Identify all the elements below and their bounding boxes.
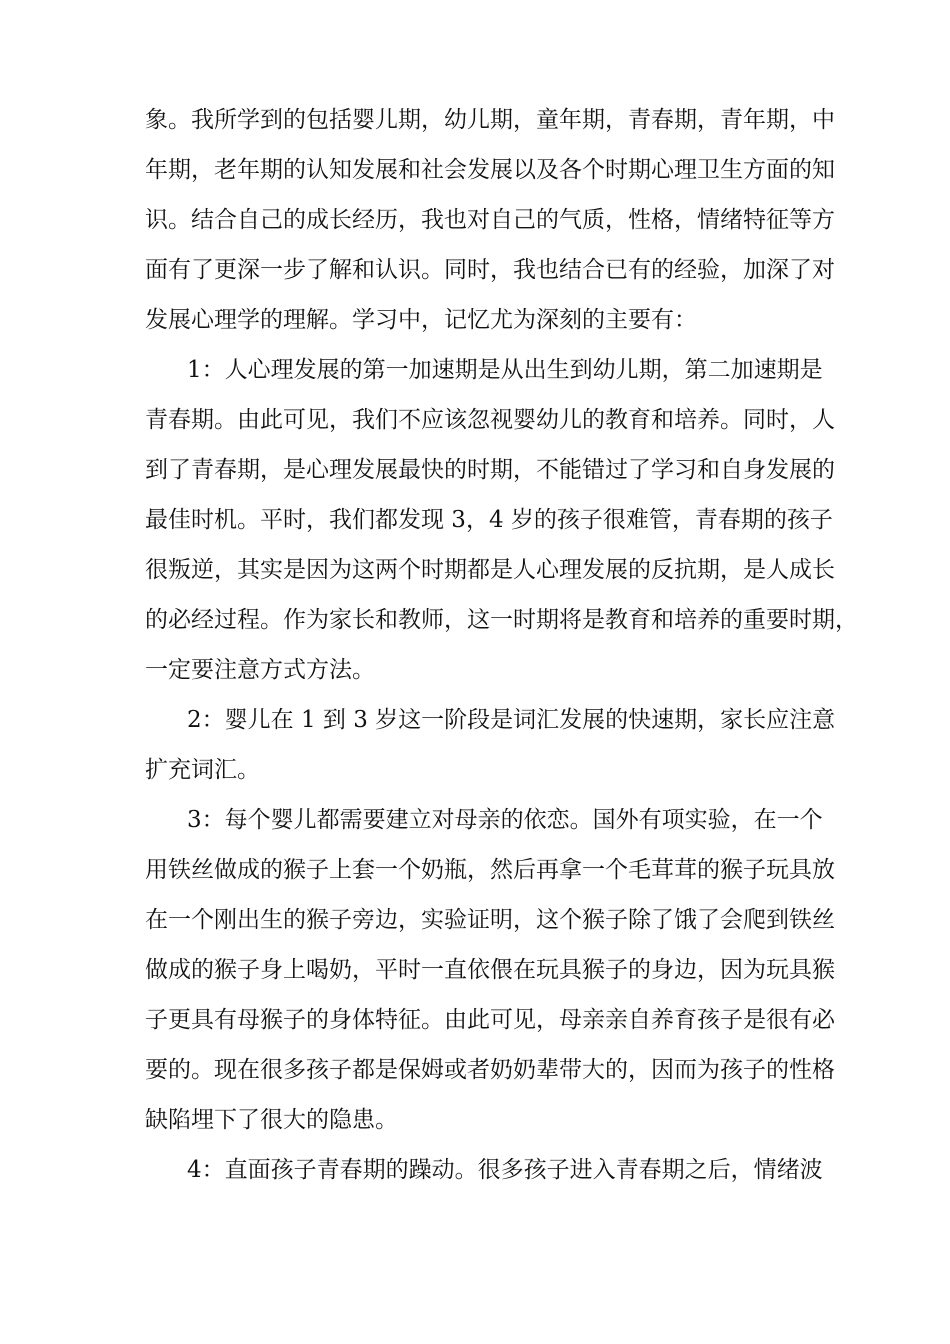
paragraph-4-start: 4：直面孩子青春期的躁动。很多孩子进入青春期之后，情绪波 (187, 1157, 823, 1183)
text-line: 扩充词汇。 (145, 757, 260, 783)
text-line: 年期，老年期的认知发展和社会发展以及各个时期心理卫生方面的知 (145, 157, 835, 183)
text-line: 发展心理学的理解。学习中，记忆尤为深刻的主要有： (145, 307, 697, 333)
paragraph-3-start: 3：每个婴儿都需要建立对母亲的依恋。国外有项实验，在一个 (187, 807, 823, 833)
text-line: 到了青春期，是心理发展最快的时期，不能错过了学习和自身发展的 (145, 457, 835, 483)
text-line: 最佳时机。平时，我们都发现 3，4 岁的孩子很难管，青春期的孩子 (145, 507, 833, 533)
text-line: 在一个刚出生的猴子旁边，实验证明，这个猴子除了饿了会爬到铁丝 (145, 907, 835, 933)
text-line: 识。结合自己的成长经历，我也对自己的气质，性格，情绪特征等方 (145, 207, 835, 233)
text-line: 很叛逆，其实是因为这两个时期都是人心理发展的反抗期，是人成长 (145, 557, 835, 583)
text-line: 用铁丝做成的猴子上套一个奶瓶，然后再拿一个毛茸茸的猴子玩具放 (145, 857, 835, 883)
text-line: 缺陷埋下了很大的隐患。 (145, 1107, 398, 1133)
paragraph-2-start: 2：婴儿在 1 到 3 岁这一阶段是词汇发展的快速期，家长应注意 (187, 707, 836, 733)
text-line: 子更具有母猴子的身体特征。由此可见，母亲亲自养育孩子是很有必 (145, 1007, 835, 1033)
text-line: 做成的猴子身上喝奶，平时一直依偎在玩具猴子的身边，因为玩具猴 (145, 957, 835, 983)
text-line: 的必经过程。作为家长和教师，这一时期将是教育和培养的重要时期， (145, 607, 858, 633)
paragraph-1-start: 1：人心理发展的第一加速期是从出生到幼儿期，第二加速期是 (187, 357, 823, 383)
text-line: 青春期。由此可见，我们不应该忽视婴幼儿的教育和培养。同时，人 (145, 407, 835, 433)
text-line: 象。我所学到的包括婴儿期，幼儿期，童年期，青春期，青年期，中 (145, 107, 835, 133)
text-line: 一定要注意方式方法。 (145, 657, 375, 683)
text-line: 面有了更深一步了解和认识。同时，我也结合已有的经验，加深了对 (145, 257, 835, 283)
text-line: 要的。现在很多孩子都是保姆或者奶奶辈带大的，因而为孩子的性格 (145, 1057, 835, 1083)
